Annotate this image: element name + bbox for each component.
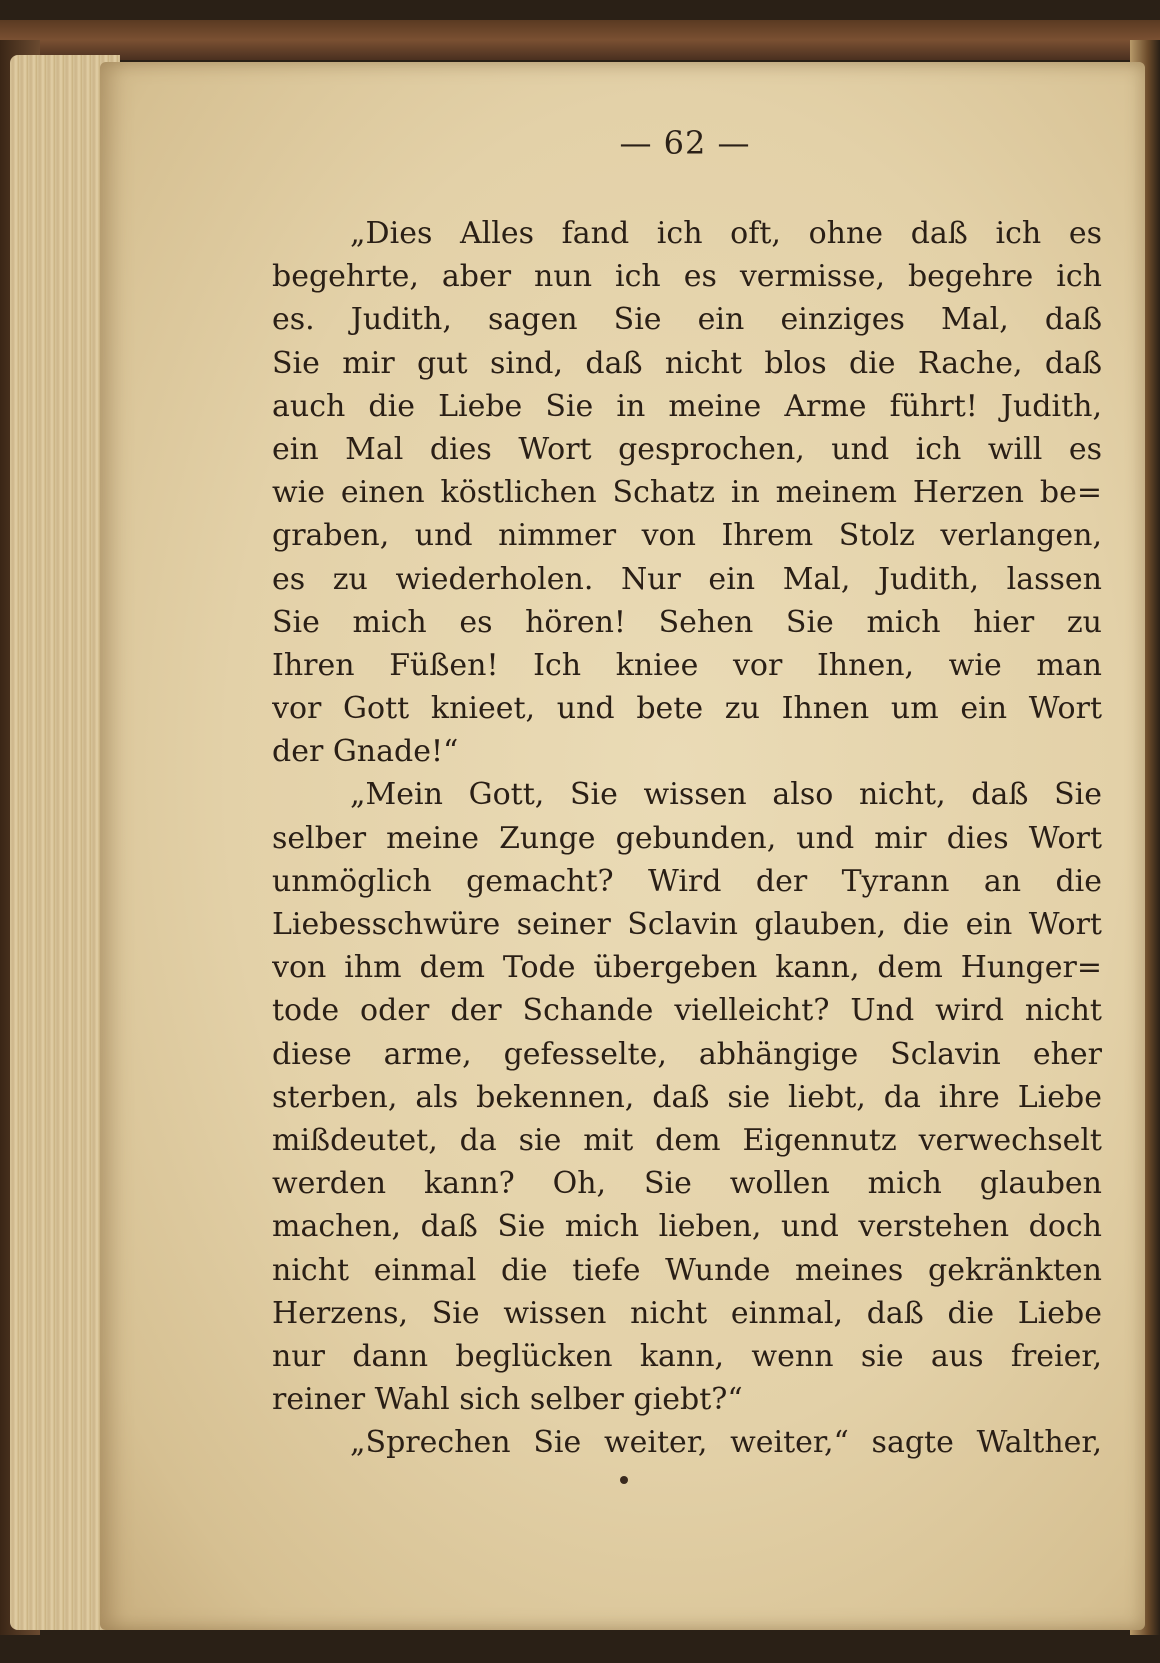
text-line: werden kann? Oh, Sie wollen mich glauben bbox=[272, 1166, 1102, 1202]
text-line: begehrte, aber nun ich es vermisse, begehre ich bbox=[272, 259, 1102, 295]
text-line: Sie mir gut sind, daß nicht blos die Rache, daß bbox=[272, 345, 1102, 381]
text-line: diese arme, gefesselte, abhängige Sclavin eher bbox=[272, 1036, 1102, 1072]
text-line: unmöglich gemacht? Wird der Tyrann an die bbox=[272, 863, 1102, 899]
text-line: wie einen köstlichen Schatz in meinem Herzen be= bbox=[272, 475, 1102, 511]
text-line: vor Gott knieet, und bete zu Ihnen um ein Wort bbox=[272, 691, 1102, 727]
text-line: „Sprechen Sie weiter, weiter,“ sagte Walther, bbox=[350, 1425, 1102, 1461]
text-line: mißdeutet, da sie mit dem Eigennutz verwechselt bbox=[272, 1122, 1102, 1158]
text-line: Ihren Füßen! Ich kniee vor Ihnen, wie man bbox=[272, 647, 1102, 683]
text-line: graben, und nimmer von Ihrem Stolz verlangen, bbox=[272, 518, 1102, 554]
text-line: tode oder der Schande vielleicht? Und wird nicht bbox=[272, 993, 1102, 1029]
text-line: Sie mich es hören! Sehen Sie mich hier zu bbox=[272, 604, 1102, 640]
text-line: „Mein Gott, Sie wissen also nicht, daß Sie bbox=[350, 777, 1102, 813]
text-line: selber meine Zunge gebunden, und mir dies Wort bbox=[272, 820, 1102, 856]
text-line: machen, daß Sie mich lieben, und verstehen doch bbox=[272, 1209, 1102, 1245]
text-line: es zu wiederholen. Nur ein Mal, Judith, lassen bbox=[272, 561, 1102, 597]
text-line: von ihm dem Tode übergeben kann, dem Hunger= bbox=[272, 950, 1102, 986]
text-line: sterben, als bekennen, daß sie liebt, da ihre Liebe bbox=[272, 1079, 1102, 1115]
text-line: auch die Liebe Sie in meine Arme führt! Judith, bbox=[272, 388, 1102, 424]
signature-mark bbox=[620, 1476, 628, 1484]
text-line: reiner Wahl sich selber giebt?“ bbox=[272, 1382, 743, 1418]
body-text bbox=[272, 212, 1102, 1464]
text-line: ein Mal dies Wort gesprochen, und ich will es bbox=[272, 431, 1102, 467]
text-line: der Gnade!“ bbox=[272, 734, 459, 770]
text-line: Herzens, Sie wissen nicht einmal, daß die Liebe bbox=[272, 1295, 1102, 1331]
bottom-background bbox=[0, 1635, 1160, 1663]
text-line: „Dies Alles fand ich oft, ohne daß ich es bbox=[350, 216, 1102, 251]
book-cover-top bbox=[0, 20, 1160, 60]
text-line: es. Judith, sagen Sie ein einziges Mal, daß bbox=[272, 302, 1102, 338]
text-line: Liebesschwüre seiner Sclavin glauben, die ein Wort bbox=[272, 907, 1102, 942]
text-line: nur dann beglücken kann, wenn sie aus freier, bbox=[272, 1338, 1102, 1374]
text-line: nicht einmal die tiefe Wunde meines gekränkten bbox=[272, 1252, 1102, 1288]
page-number: — 62 — bbox=[619, 124, 751, 162]
